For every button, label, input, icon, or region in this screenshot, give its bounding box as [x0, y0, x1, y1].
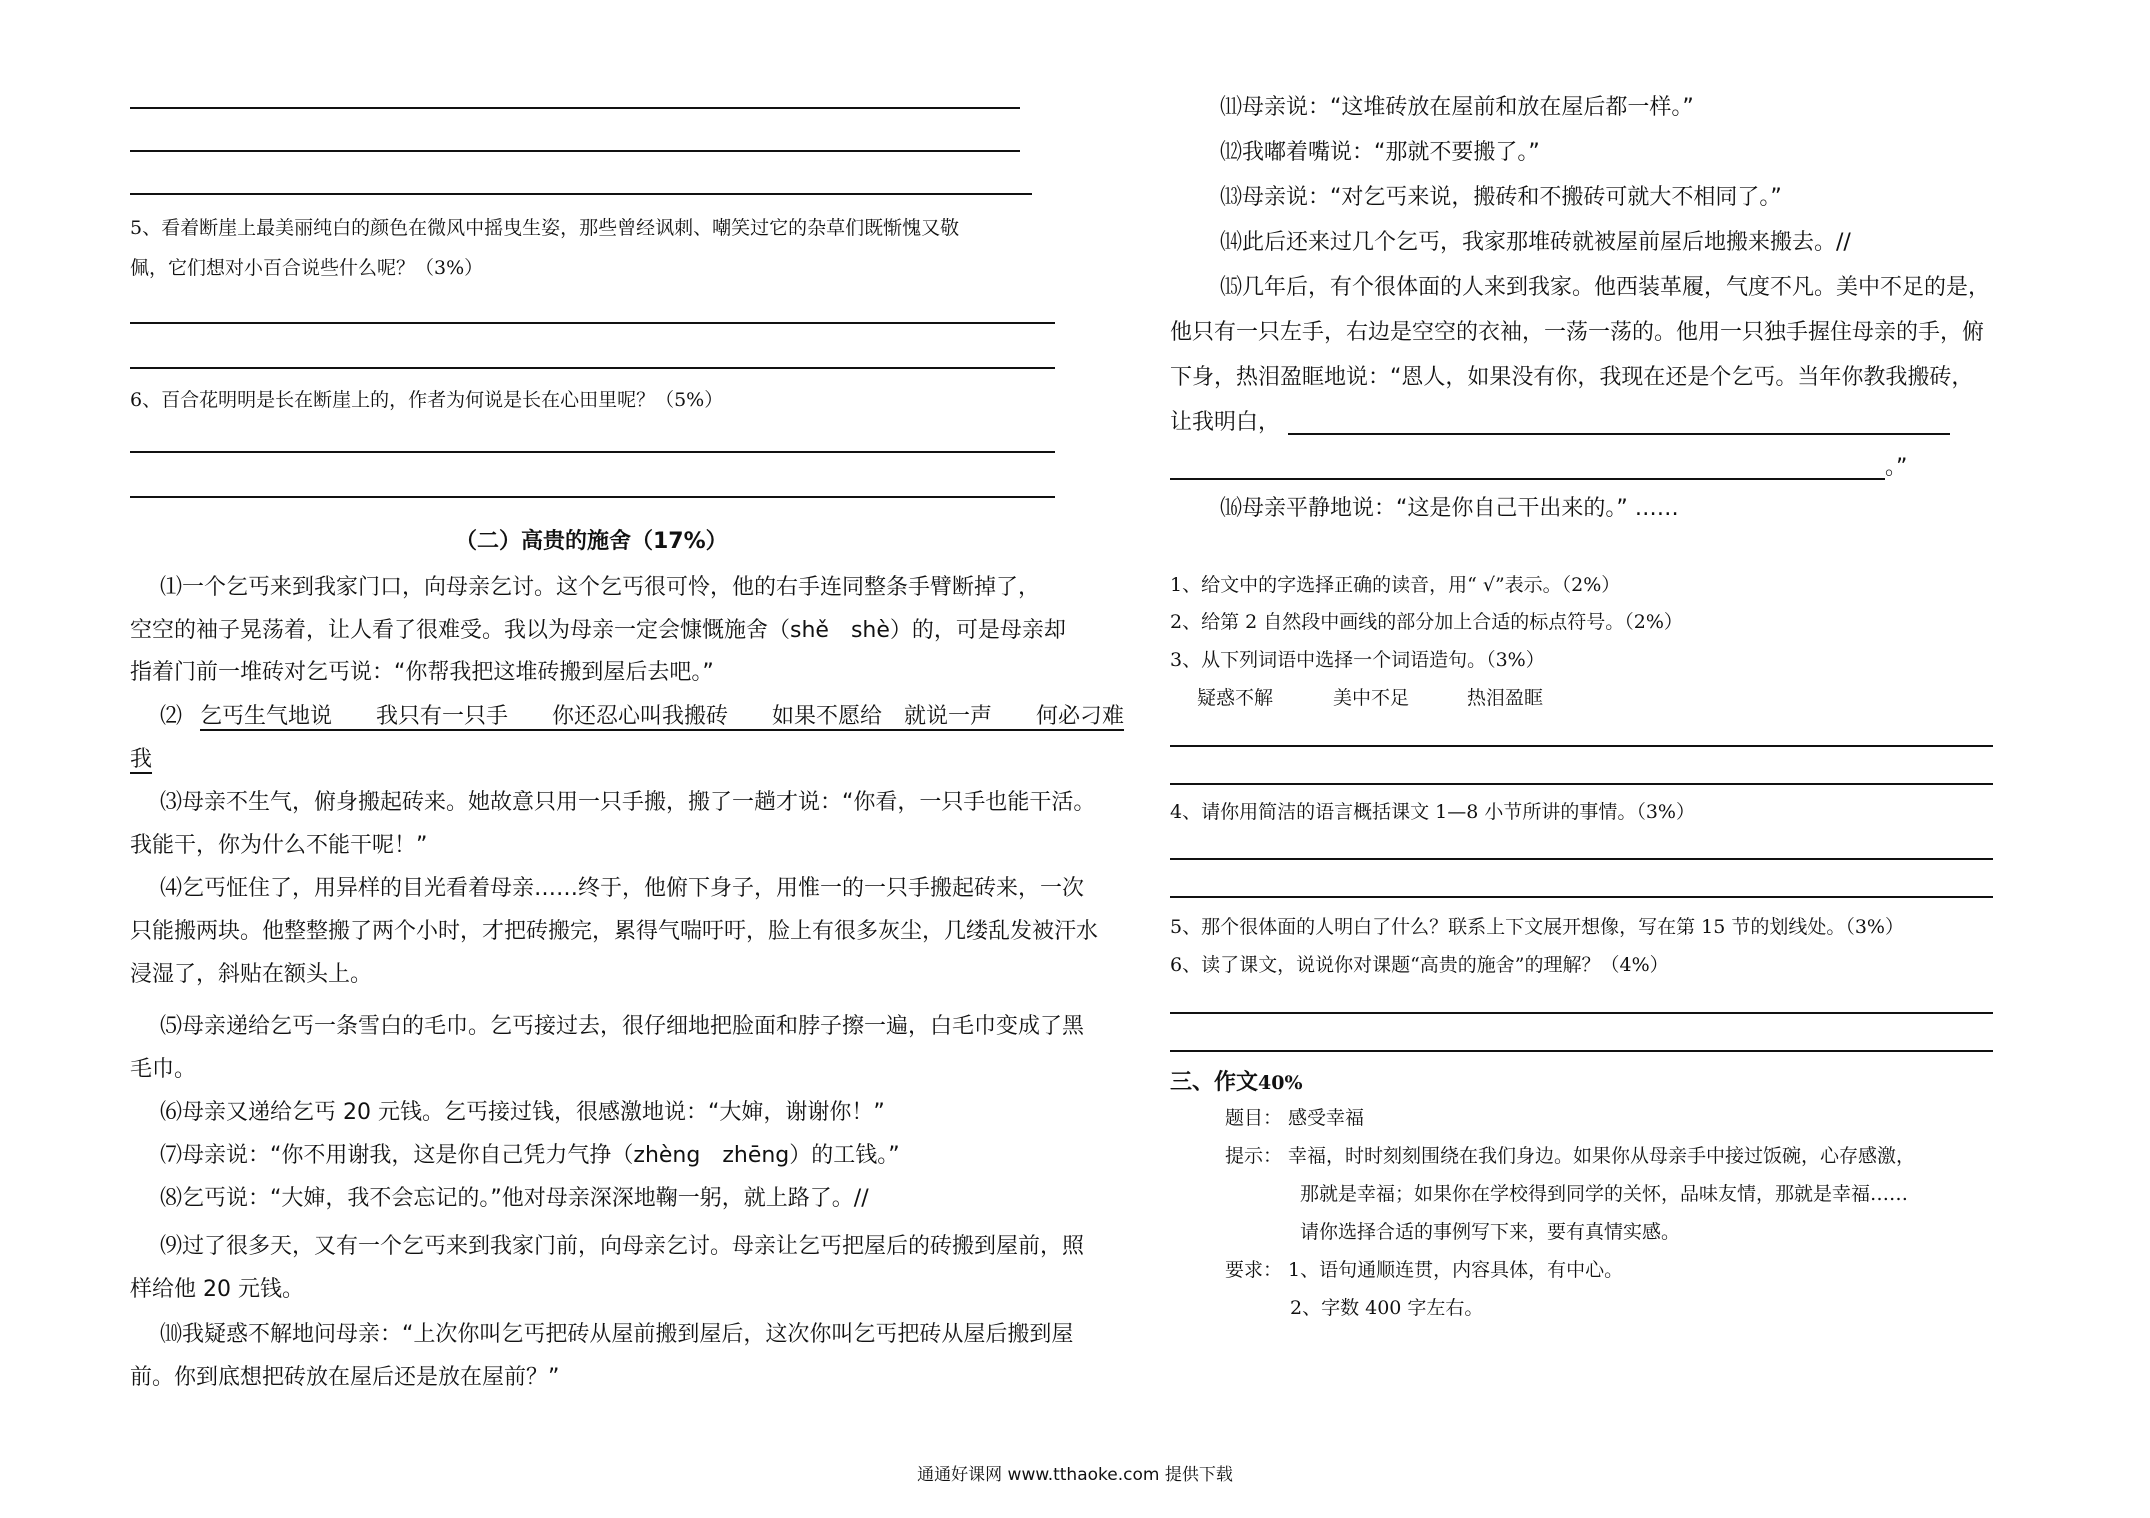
paragraph-2-number: ⑵	[160, 704, 183, 729]
word-option: 疑惑不解	[1197, 687, 1274, 709]
answer-line[interactable]	[1170, 1012, 1993, 1014]
paragraph-4: ⑷乞丐怔住了，用异样的目光看着母亲……终于，他俯下身子，用惟一的一只手搬起砖来，一次	[160, 876, 1085, 901]
hint-line-2: 那就是幸福；如果你在学校得到同学的关怀，品味友情，那就是幸福……	[1300, 1183, 1909, 1205]
paragraph-1-line-2: 空空的袖子晃荡着，让人看了很难受。我以为母亲一定会慷慨施舍（shě shè）的，可是母亲却	[130, 618, 1066, 643]
question-5-text-cont: 佩，它们想对小百合说些什么呢？（3%）	[130, 257, 484, 279]
question-4: 4、请你用简洁的语言概括课文 1—8 小节所讲的事情。（3%）	[1170, 801, 1695, 823]
composition-percent: 40%	[1258, 1072, 1303, 1094]
paragraph-4-line-2: 只能搬两块。他整整搬了两个小时，才把砖搬完，累得气喘吁吁，脸上有很多灰尘，几缕乱发被汗水	[130, 919, 1099, 944]
answer-line[interactable]	[1170, 783, 1993, 785]
answer-line	[130, 451, 1055, 453]
paragraph-10: ⑽我疑惑不解地问母亲：“上次你叫乞丐把砖从屋前搬到屋后，这次你叫乞丐把砖从屋后搬到屋	[160, 1322, 1074, 1347]
paragraph-9: ⑼过了很多天，又有一个乞丐来到我家门前，向母亲乞讨。母亲让乞丐把屋后的砖搬到屋前，照	[160, 1234, 1085, 1259]
answer-line	[130, 322, 1055, 324]
paragraph-16: ⒃母亲平静地说：“这是你自己干出来的。” ……	[1220, 496, 1679, 521]
answer-line	[130, 367, 1055, 369]
answer-line	[130, 150, 1020, 152]
answer-line	[130, 193, 1032, 195]
paragraph-3-line-2: 我能干，你为什么不能干呢！”	[130, 833, 428, 858]
topic-label: 题目：	[1225, 1107, 1283, 1129]
paragraph-4-line-3: 浸湿了，斜贴在额头上。	[130, 962, 373, 987]
paragraph-8: ⑻乞丐说：“大婶，我不会忘记的。”他对母亲深深地鞠一躬，就上路了。//	[160, 1186, 869, 1211]
paragraph-15-line-4: 让我明白，	[1170, 410, 1281, 435]
paragraph-13: ⒀母亲说：“对乞丐来说，搬砖和不搬砖可就大不相同了。”	[1220, 185, 1782, 210]
question-6: 6、读了课文，说说你对课题“高贵的施舍”的理解？（4%）	[1170, 954, 1669, 976]
hint-label: 提示：	[1225, 1145, 1283, 1167]
paragraph-2-underlined: 乞丐生气地说 我只有一只手 你还忍心叫我搬砖 如果不愿给 就说一声 何必刁难	[200, 704, 1125, 729]
paragraph-12: ⑿我嘟着嘴说：“那就不要搬了。”	[1220, 140, 1540, 165]
paragraph-15: ⒂几年后，有个很体面的人来到我家。他西装革履，气度不凡。美中不足的是，	[1220, 275, 1991, 300]
question-6-text: 6、百合花明明是长在断崖上的，作者为何说是长在心田里呢？（5%）	[130, 389, 724, 411]
paragraph-14: ⒁此后还来过几个乞丐，我家那堆砖就被屋前屋后地搬来搬去。//	[1220, 230, 1851, 255]
word-option: 美中不足	[1333, 687, 1410, 709]
question-5-text: 5、看着断崖上最美丽纯白的颜色在微风中摇曳生姿，那些曾经讽刺、嘲笑过它的杂草们既惭愧又敬	[130, 217, 960, 239]
paragraph-9-line-2: 样给他 20 元钱。	[130, 1277, 304, 1302]
hint-line-1: 幸福，时时刻刻围绕在我们身边。如果你从母亲手中接过饭碗，心存感激，	[1288, 1145, 1916, 1167]
topic-text: 感受幸福	[1288, 1107, 1365, 1129]
question-1: 1、给文中的字选择正确的读音，用“ √”表示。（2%）	[1170, 574, 1621, 596]
paragraph-1-line-3: 指着门前一堆砖对乞丐说：“你帮我把这堆砖搬到屋后去吧。”	[130, 660, 714, 685]
paragraph-7: ⑺母亲说：“你不用谢我，这是你自己凭力气挣（zhèng zhēng）的工钱。”	[160, 1143, 900, 1168]
paragraph-5-line-2: 毛巾。	[130, 1057, 197, 1082]
paragraph-15-closing: 。”	[1885, 455, 1908, 480]
answer-line[interactable]	[1170, 745, 1993, 747]
word-option: 热泪盈眶	[1467, 687, 1544, 709]
answer-line[interactable]	[1170, 858, 1993, 860]
requirement-1: 1、语句通顺连贯，内容具体，有中心。	[1288, 1259, 1624, 1281]
answer-line	[130, 496, 1055, 498]
paragraph-10-line-2: 前。你到底想把砖放在屋后还是放在屋前？”	[130, 1365, 560, 1390]
paragraph-11: ⑾母亲说：“这堆砖放在屋前和放在屋后都一样。”	[1220, 95, 1694, 120]
paragraph-6: ⑹母亲又递给乞丐 20 元钱。乞丐接过钱，很感激地说：“大婶，谢谢你！”	[160, 1100, 885, 1125]
fill-in-line[interactable]	[1170, 478, 1885, 480]
answer-line[interactable]	[1170, 896, 1993, 898]
paragraph-15-line-2: 他只有一只左手，右边是空空的衣袖，一荡一荡的。他用一只独手握住母亲的手，俯	[1170, 320, 1985, 345]
answer-line[interactable]	[1170, 1050, 1993, 1052]
answer-line	[130, 107, 1020, 109]
paragraph-5: ⑸母亲递给乞丐一条雪白的毛巾。乞丐接过去，很仔细地把脸面和脖子擦一遍，白毛巾变成了黑	[160, 1014, 1085, 1039]
hint-line-3: 请你选择合适的事例写下来，要有真情实感。	[1300, 1221, 1681, 1243]
requirement-label: 要求：	[1225, 1259, 1283, 1281]
paragraph-1: ⑴一个乞丐来到我家门口，向母亲乞讨。这个乞丐很可怜，他的右手连同整条手臂断掉了，	[160, 575, 1041, 600]
question-5: 5、那个很体面的人明白了什么？联系上下文展开想像，写在第 15 节的划线处。（3%）	[1170, 916, 1904, 938]
question-2: 2、给第 2 自然段中画线的部分加上合适的标点符号。（2%）	[1170, 611, 1683, 633]
section-title: （二）高贵的施舍（17%）	[455, 529, 728, 554]
footer-credit: 通通好课网 www.tthaoke.com 提供下载	[917, 1465, 1233, 1485]
paragraph-15-line-3: 下身，热泪盈眶地说：“恩人，如果没有你，我现在还是个乞丐。当年你教我搬砖，	[1170, 365, 1974, 390]
composition-title: 三、作文	[1170, 1070, 1259, 1095]
paragraph-3: ⑶母亲不生气，俯身搬起砖来。她故意只用一只手搬，搬了一趟才说：“你看，一只手也能干活。	[160, 790, 1096, 815]
question-3: 3、从下列词语中选择一个词语造句。（3%）	[1170, 649, 1545, 671]
requirement-2: 2、字数 400 字左右。	[1290, 1297, 1484, 1319]
fill-in-line[interactable]	[1288, 433, 1950, 435]
paragraph-2-underlined-cont: 我	[130, 747, 153, 772]
